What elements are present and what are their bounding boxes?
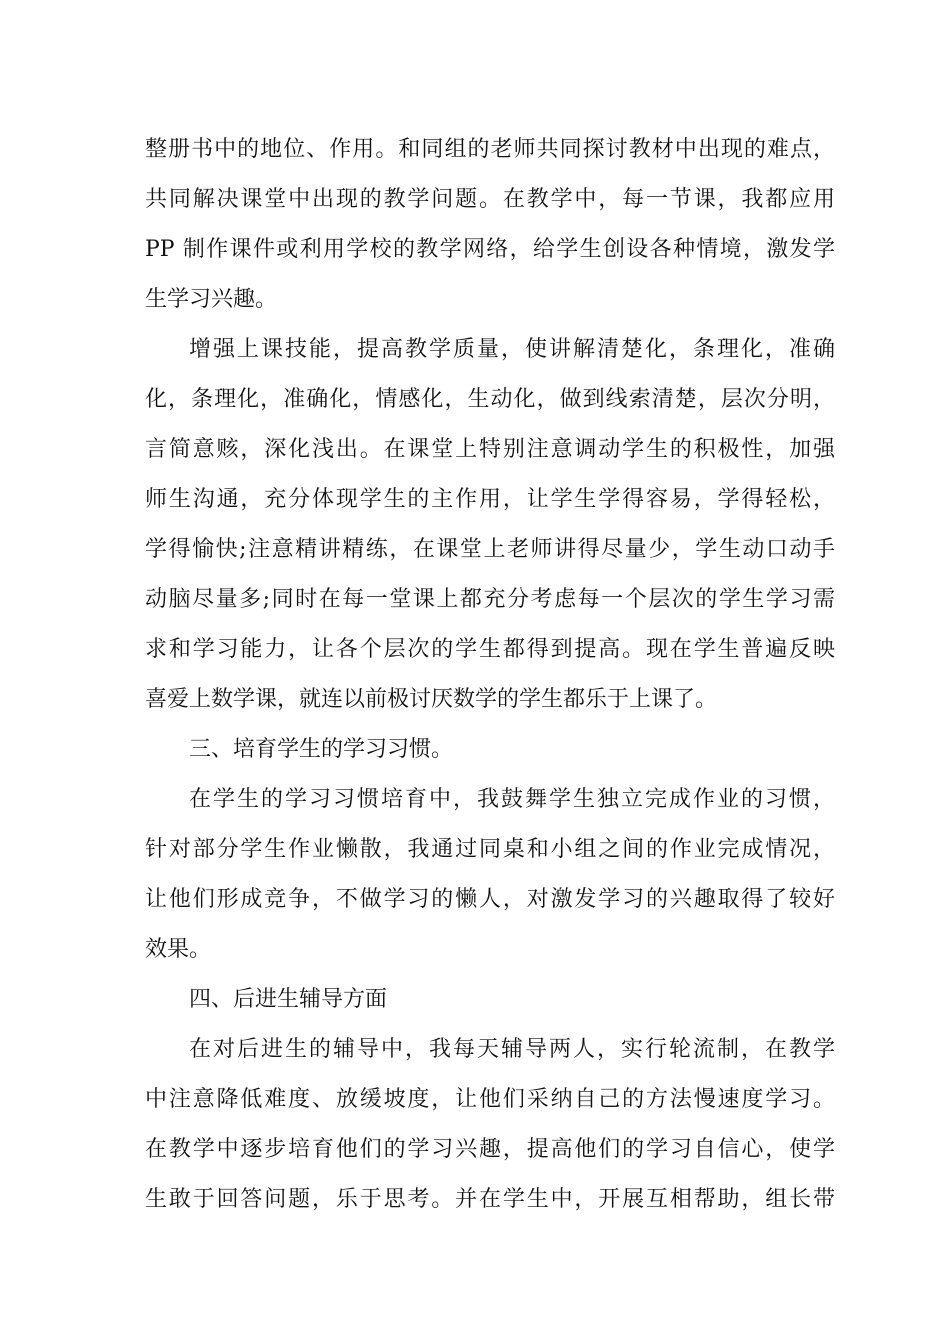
body-text: [145, 125, 835, 1225]
text-line: 让他们形成竞争，不做学习的懒人，对激发学习的兴趣取得了较好: [145, 887, 835, 912]
text-line: PP 制作课件或利用学校的教学网络，给学生创设各种情境，激发学: [145, 237, 835, 262]
text-line: 生学习兴趣。: [145, 287, 278, 312]
section-heading: 四、后进生辅导方面: [189, 987, 388, 1012]
text-line: 言简意赅，深化浅出。在课堂上特别注意调动学生的积极性，加强: [145, 437, 835, 462]
section-heading: 三、培育学生的学习习惯。: [189, 737, 454, 762]
text-line: 生敢于回答问题，乐于思考。并在学生中，开展互相帮助，组长带: [145, 1187, 835, 1212]
text-line: 化，条理化，准确化，情感化，生动化，做到线索清楚，层次分明，: [145, 387, 835, 412]
text-line: 学得愉快;注意精讲精练，在课堂上老师讲得尽量少，学生动口动手: [145, 537, 835, 562]
text-line: 师生沟通，充分体现学生的主作用，让学生学得容易，学得轻松，: [145, 487, 835, 512]
text-line: 增强上课技能，提高教学质量，使讲解清楚化，条理化，准确: [189, 337, 835, 362]
text-line: 在教学中逐步培育他们的学习兴趣，提高他们的学习自信心，使学: [145, 1137, 835, 1162]
text-line: 中注意降低难度、放缓坡度，让他们采纳自己的方法慢速度学习。: [145, 1087, 835, 1112]
text-line: 整册书中的地位、作用。和同组的老师共同探讨教材中出现的难点，: [145, 137, 835, 162]
text-line: 在对后进生的辅导中，我每天辅导两人，实行轮流制，在教学: [189, 1037, 835, 1062]
text-line: 效果。: [145, 937, 212, 962]
text-line: 在学生的学习习惯培育中，我鼓舞学生独立完成作业的习惯，: [189, 787, 835, 812]
text-line: 求和学习能力，让各个层次的学生都得到提高。现在学生普遍反映: [145, 637, 835, 662]
text-line: 喜爱上数学课，就连以前极讨厌数学的学生都乐于上课了。: [145, 687, 718, 712]
text-line: 动脑尽量多;同时在每一堂课上都充分考虑每一个层次的学生学习需: [145, 587, 835, 612]
text-line: 共同解决课堂中出现的教学问题。在教学中，每一节课，我都应用: [145, 187, 835, 212]
text-line: 针对部分学生作业懒散，我通过同桌和小组之间的作业完成情况，: [145, 837, 835, 862]
